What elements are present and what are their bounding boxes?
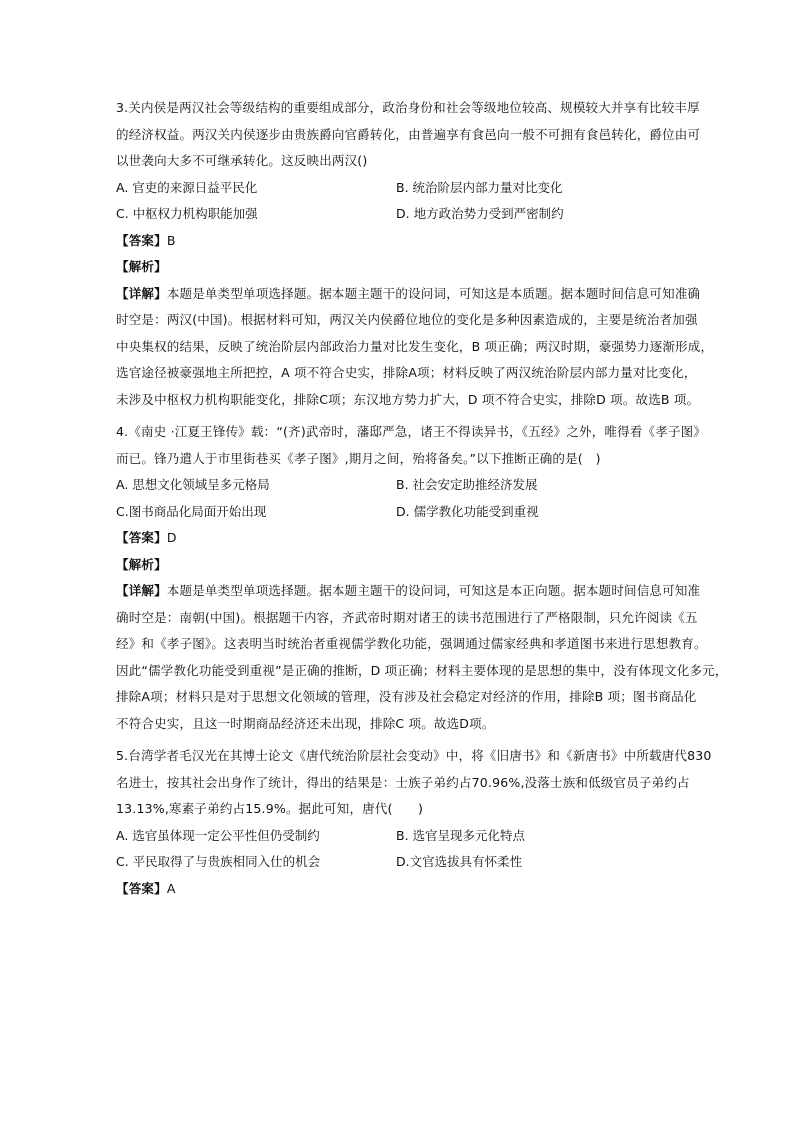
question-3 <box>116 95 714 413</box>
question-4-option-d: D. 儒学教化功能受到重视 <box>396 503 539 519</box>
question-4-option-c: C.图书商品化局面开始出现 <box>116 503 267 519</box>
question-4-detail-line-5: 排除A项；材料只是对于思想文化领域的管理，没有涉及社会稳定对经济的作用，排除B 项；图书商品化 <box>116 689 697 704</box>
question-3-detail-line-4: 选官途径被豪强地主所把控，A 项不符合史实，排除A项；材料反映了两汉统治阶层内部力量对比变化， <box>116 365 697 380</box>
question-3-answer <box>116 228 694 255</box>
question-4-options-row-2 <box>116 499 694 526</box>
question-4-detail-line-3: 经》和《孝子图》。这表明当时统治者重视儒学教化功能，强调通过儒家经典和孝道图书来进行思想教育。 <box>116 636 707 651</box>
detail-text: 本题是单类型单项选择题。据本题主题干的设问词，可知这是本质题。据本题时间信息可知准确 <box>166 285 701 301</box>
question-4-detail-line-4: 因此“儒学教化功能受到重视”是正确的推断，D 项正确；材料主要体现的是思想的集中，没有体现文化多元， <box>116 662 728 678</box>
question-4-detail-line-1 <box>116 578 701 605</box>
question-5-options-row-2 <box>116 849 694 876</box>
answer-value: D <box>166 530 177 545</box>
detail-label: 【详解】 <box>116 583 167 598</box>
answer-label: 【答案】 <box>116 880 167 896</box>
question-5-stem-line-1: 5.台湾学者毛汉光在其博士论文《唐代统治阶层社会变动》中，将《旧唐书》和《新唐书》中所载唐代830 <box>116 748 712 763</box>
answer-label: 【答案】 <box>116 530 167 545</box>
question-3-stem-line-2: 的经济权益。两汉关内侯逐步由贵族爵向官爵转化，由普遍享有食邑向一般不可拥有食邑转化，爵位由可 <box>116 126 701 142</box>
question-4-stem-line-2: 而已。锋乃遣人于市里街巷买《孝子图》,期月之间，殆将备矣。”以下推断正确的是( ) <box>116 450 601 466</box>
question-3-option-a: A. 官吏的来源日益平民化 <box>116 179 258 195</box>
question-5-option-d: D.文官选拔具有怀柔性 <box>396 854 523 869</box>
question-4-option-a: A. 思想文化领域呈多元格局 <box>116 477 270 492</box>
answer-label: 【答案】 <box>116 232 167 248</box>
question-5-option-c: C. 平民取得了与贵族相同入仕的机会 <box>116 854 321 869</box>
question-3-detail-line-5: 未涉及中枢权力机构职能变化，排除C项；东汉地方势力扩大，D 项不符合史实，排除D 项。故选B 项。 <box>116 391 700 407</box>
question-4-detail-line-2: 确时空是：南朝(中国)。根据题干内容，齐武帝时期对诸王的读书范围进行了严格限制，只允许阅读《五 <box>116 609 698 625</box>
question-5-stem-line-2: 名进士，按其社会出身作了统计，得出的结果是：士族子弟约占70.96%,没落士族和低级官员子弟约占 <box>116 774 690 790</box>
question-5-option-b: B. 选官呈现多元化特点 <box>396 827 526 843</box>
question-3-option-d: D. 地方政治势力受到严密制约 <box>396 206 564 221</box>
question-5-option-a: A. 选官虽体现一定公平性但仍受制约 <box>116 827 320 843</box>
detail-label: 【详解】 <box>116 285 167 301</box>
question-3-options-row-2 <box>116 201 694 228</box>
question-3-stem-line-1: 3.关内侯是两汉社会等级结构的重要组成部分，政治身份和社会等级地位较高、规模较大并享有比较丰厚 <box>116 100 700 115</box>
question-3-analysis-label: 【解析】 <box>116 259 167 274</box>
question-5 <box>116 743 712 902</box>
question-5-stem-line-3: 13.13%,寒素子弟约占15.9%。据此可知，唐代( ) <box>116 801 424 816</box>
question-4-options-row-1 <box>116 472 694 499</box>
question-3-detail-line-1 <box>116 281 701 308</box>
question-3-option-c: C. 中枢权力机构职能加强 <box>116 206 258 221</box>
question-4-analysis-label: 【解析】 <box>116 556 167 572</box>
question-4-stem-line-1: 4.《南史 ·江夏王锋传》载：“(齐)武帝时，藩邸严急，诸王不得读异书，《五经》之外，唯得看《孝子图》 <box>116 424 707 439</box>
question-3-stem-line-3: 以世袭向大多不可继承转化。这反映出两汉() <box>116 153 368 168</box>
question-4 <box>116 419 728 737</box>
answer-value: A <box>166 880 176 896</box>
question-4-answer <box>116 525 694 552</box>
question-3-option-b: B. 统治阶层内部力量对比变化 <box>396 179 563 195</box>
question-3-options-row-1 <box>116 175 694 202</box>
question-5-options-row-1 <box>116 823 694 850</box>
question-4-option-b: B. 社会安定助推经济发展 <box>396 477 538 492</box>
detail-text: 本题是单类型单项选择题。据本题主题干的设问词，可知这是本正向题。据本题时间信息可知准 <box>166 583 701 598</box>
question-5-answer <box>116 876 694 903</box>
question-4-detail-line-6: 不符合史实，且这一时期商品经济还未出现，排除C 项。故选D项。 <box>116 715 495 731</box>
answer-value: B <box>166 232 176 248</box>
question-3-detail-line-3: 中央集权的结果，反映了统治阶层内部政治力量对比发生变化，B 项正确；两汉时期，豪强势力逐渐形成， <box>116 338 714 354</box>
question-3-detail-line-2: 时空是：两汉(中国)。根据材料可知，两汉关内侯爵位地位的变化是多种因素造成的，主要是统治者加强 <box>116 312 698 327</box>
